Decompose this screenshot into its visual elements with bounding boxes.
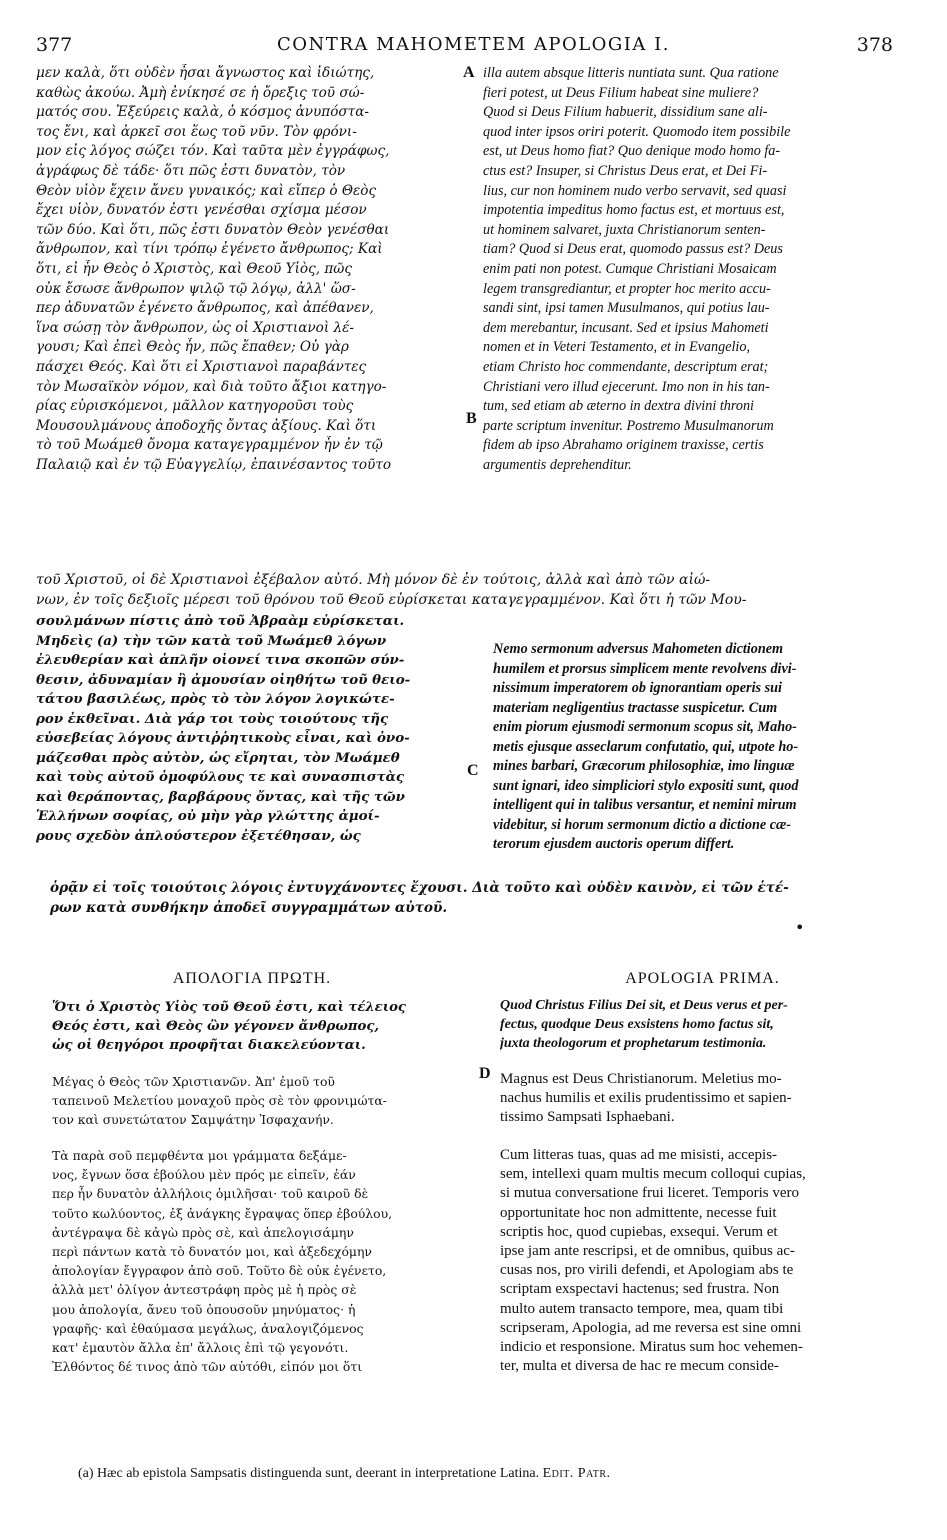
- latin-text-line: tiam? Quod si Deus erat, quomodo passus est? Deus: [483, 241, 783, 258]
- latin-body-line: sem, intellexi quam multis mecum colloqui cupias,: [500, 1166, 806, 1183]
- greek-text-line: ρίας εὑρισκόμενοι, μᾶλλον κατηγοροῦσι τοὺς: [36, 398, 354, 415]
- greek-subtitle-line: ὡς οἱ θεηγόροι προφῆται διακελεύονται.: [52, 1038, 366, 1053]
- latin-body-line: cusas nos, pro virili defendi, et Apologiam abs te: [500, 1262, 794, 1279]
- greek-text-line: γουσι; Καὶ ἐπεὶ Θεὸς ἦν, πῶς ἔπαθεν; Οὐ γὰρ: [36, 339, 349, 356]
- greek-text-line: καὶ θεράποντας, βαρβάρους ὄντας, καὶ τῆς τῶν: [36, 788, 405, 805]
- latin-body-line: multo autem transacto tempore, mea, quam tibi: [500, 1300, 784, 1317]
- greek-text-line: Ἑλλήνων σοφίας, οὐ μὴν γὰρ γλώττης ἀμοί-: [36, 808, 380, 824]
- greek-body: [52, 1146, 472, 1376]
- greek-text-line: ὅτι, εἰ ἦν Θεὸς ὁ Χριστὸς, καὶ Θεοῦ Υἱὸς, πῶς: [36, 260, 352, 277]
- footnote-editor: Edit. Patr.: [542, 1466, 611, 1481]
- greek-text-line: τος ἔνι, καὶ ἀρκεῖ σοι ἕως τοῦ νῦν. Τὸν φρόνι-: [36, 123, 357, 140]
- latin-text-line: mines barbari, Græcorum philosophiæ, imo linguæ: [493, 758, 795, 774]
- latin-text-line: sandi sint, ipsi tamen Musulmanos, qui potius lau-: [483, 300, 770, 317]
- greek-body-line: κατ' ἐμαυτὸν ἄλλα ἐπ' ἄλλοις ἐπὶ τῷ γεγονότι.: [52, 1340, 349, 1356]
- latin-body-line: ter, multa et diversa de hac re mecum conside-: [500, 1358, 779, 1375]
- latin-text-line: sunt ignari, ideo simpliciori stylo expositi sunt, quod: [493, 777, 799, 794]
- latin-text-line: Quod si Deus Filium habuerit, dissidium sane ali-: [483, 104, 768, 121]
- greek-subtitle-line: Ὅτι ὁ Χριστὸς Υἱὸς τοῦ Θεοῦ ἐστι, καὶ τέλειος: [52, 1000, 406, 1015]
- footnote: [78, 1466, 610, 1482]
- greek-text-line: τὸν Μωσαϊκὸν νόμον, καὶ διὰ τοῦτο ἄξιοι κατηγο-: [36, 378, 387, 395]
- greek-body-line: περ ἦν δυνατὸν ἀλλήλοις ὁμιλῆσαι· τοῦ καιροῦ δὲ: [52, 1186, 369, 1202]
- margin-marker-a: A: [463, 64, 475, 81]
- greek-text-line: ἄνθρωπον, καὶ τίνι τρόπῳ ἐγένετο ἄνθρωπος; Καὶ: [36, 241, 383, 258]
- greek-text-line: ὁρᾷν εἰ τοῖς τοιούτοις λόγοις ἐντυγχάνοντες ἔχουσι. Διὰ τοῦτο καὶ οὐδὲν καινὸν, εἰ τῶν ἑτέ-: [50, 880, 789, 896]
- latin-section-subtitle: [500, 996, 920, 1053]
- latin-text-line: illa autem absque litteris nuntiata sunt. Qua ratione: [483, 65, 779, 81]
- greek-text-line: τάτου βασιλέως, πρὸς τὸ τὸν λόγον λογικώτε-: [36, 691, 395, 707]
- greek-salutation: [52, 1072, 472, 1130]
- greek-text-line: εὐσεβείας λόγους ἀντιῤῥητικοὺς εἶναι, καὶ ὀνο-: [36, 730, 410, 746]
- greek-body-line: νος, ἔγνων ὅσα ἐβούλου μὲν πρός με εἰπεῖν, ἐάν: [52, 1167, 356, 1183]
- greek-section-title: ΑΠΟΛΟΓΙΑ ΠΡΩΤΗ.: [172, 970, 332, 987]
- running-title: CONTRA MAHOMETEM APOLOGIA I.: [277, 34, 670, 55]
- latin-text-line: nomen et in Veteri Testamento, et in Evangelio,: [483, 339, 751, 356]
- latin-text-line: argumentis deprehenditur.: [483, 456, 632, 473]
- greek-text-line: τῶν δύο. Καὶ ὅτι, πῶς ἐστι δυνατὸν Θεὸν γενέσθαι: [36, 221, 390, 238]
- greek-salutation-line: τον καὶ συνετώτατον Σαμψάτην Ἰσφαχανήν.: [52, 1112, 334, 1128]
- latin-text-line: Nemo sermonum adversus Mahometen dictionem: [493, 641, 784, 657]
- latin-text-line: lius, cur non hominem nudo verbo servavit, sed quasi: [483, 182, 787, 199]
- latin-text-line: metis ejusque asseclarum confutatio, qui, utpote ho-: [493, 738, 799, 755]
- greek-text-line: τὸ τοῦ Μωάμεθ ὄνομα καταγεγραμμένον ἦν ἐν τῷ: [36, 437, 383, 454]
- latin-subtitle-line: fectus, quodque Deus exsistens homo factus sit,: [500, 1017, 774, 1032]
- page-number-right: 378: [856, 34, 893, 56]
- latin-salutation-line: tissimo Sampsati Isphaebani.: [500, 1109, 675, 1126]
- latin-text-line: etiam Christo hoc commendante, descriptum erat;: [483, 358, 769, 375]
- greek-body-line: τοῦτο κωλύοντος, ἐξ ἀνάγκης ἔγραψας ὅπερ ἐβούλου,: [52, 1205, 393, 1221]
- latin-text-line: fieri potest, ut Deus Filium habeat sine muliere?: [483, 84, 759, 101]
- greek-body-line: ἀλλὰ μετ' ὀλίγον ἀντεστράφη πρὸς μὲ ἡ πρὸς σὲ: [52, 1282, 357, 1298]
- latin-subtitle-line: Quod Christus Filius Dei sit, et Deus verus et per-: [500, 998, 788, 1013]
- greek-text-line: σουλμάνων πίστις ἀπὸ τοῦ Ἀβραὰμ εὑρίσκεται.: [36, 613, 405, 629]
- greek-text-line: Παλαιῷ καὶ ἐν τῷ Εὐαγγελίῳ, ἐπαινέσαντος τοῦτο: [36, 456, 392, 473]
- greek-text-line: μον εἰς λόγος σώζει τόν. Καὶ ταῦτα μὲν ἐγγράφως,: [36, 143, 390, 160]
- latin-text-line: tum, sed etiam ab æterno in dextra divini throni: [483, 398, 754, 415]
- greek-text-line: περ ἀδυνατῶν ἐγένετο ἄνθρωπος, καὶ ἀπέθανεν,: [36, 300, 374, 317]
- latin-text-line: intelligent qui in talibus versantur, et nemini mirum: [493, 797, 797, 813]
- greek-text-line: Μουσουλμάνους ἀποδοχῆς ὄντας ἀξίους. Καὶ ὅτι: [36, 417, 377, 434]
- latin-text-line: est, ut Deus homo fiat? Quo denique modo homo fa-: [483, 143, 781, 160]
- latin-body-line: scripseram, Apologia, ad me reversa est sine omni: [500, 1319, 802, 1336]
- greek-body-line: γραφῆς· καὶ ἐθαύμασα μεγάλως, ἀναλογιζόμενος: [52, 1320, 364, 1336]
- latin-text-line: enim piorum ejusmodi sermonum scopus sit, Maho-: [493, 719, 797, 735]
- latin-text-line: impotentia impeditus homo factus est, et mortuus est,: [483, 202, 785, 219]
- latin-text-line: humilem et prorsus simplicem mente revolvens divi-: [493, 660, 797, 677]
- latin-column-top: [483, 64, 913, 475]
- latin-text-line: enim pati non potest. Cumque Christiani Mosaicam: [483, 260, 777, 277]
- margin-marker-d: D: [479, 1065, 491, 1082]
- greek-column-top: [36, 64, 460, 475]
- latin-section-title: APOLOGIA PRIMA.: [625, 970, 780, 987]
- greek-text-line: τοῦ Χριστοῦ, οἱ δὲ Χριστιανοὶ ἐξέβαλον αὐτό. Μὴ μόνον δὲ ἐν τούτοις, ἀλλὰ καὶ ἀπὸ τῶν αἰώ-: [36, 572, 711, 588]
- latin-subtitle-line: juxta theologorum et prophetarum testimonia.: [500, 1036, 767, 1051]
- margin-marker-b: B: [466, 410, 477, 427]
- greek-text-line: Μηδεὶς (a) τὴν τῶν κατὰ τοῦ Μωάμεθ λόγων: [36, 632, 387, 649]
- greek-text-line: νων, ἐν τοῖς δεξιοῖς μέρεσι τοῦ θρόνου τοῦ Θεοῦ εὑρίσκεται καταγεγραμμένον. Καὶ ὅτι ἡ τῶν Μου-: [36, 592, 747, 608]
- latin-column-middle: [493, 640, 913, 855]
- latin-body-line: indicio et responsione. Miratus sum hoc vehemen-: [500, 1339, 803, 1356]
- greek-full-width-2: [50, 878, 930, 918]
- latin-body-line: ipse jam ante rescripsi, et de omnibus, quibus ac-: [500, 1243, 795, 1260]
- greek-text-line: μάζεσθαι πρὸς αὐτὸν, ὡς εἴρηται, τὸν Μωάμεθ: [36, 749, 400, 766]
- page-number-left: 377: [36, 34, 73, 56]
- latin-text-line: parte scriptum invenitur. Postremo Musulmanorum: [483, 417, 774, 434]
- greek-salutation-line: ταπεινοῦ Μελετίου μοναχοῦ πρὸς σὲ τὸν φρονιμώτα-: [52, 1093, 387, 1109]
- latin-text-line: ctus est? Insuper, si Christus Deus erat, et Dei Fi-: [483, 162, 768, 179]
- greek-body-line: Τὰ παρὰ σοῦ πεμφθέντα μοι γράμματα δεξάμε-: [52, 1148, 347, 1163]
- latin-text-line: terorum ejusdem auctoris operum differt.: [493, 836, 735, 852]
- latin-salutation-line: nachus humilis et exilis prudentissimo et sapien-: [500, 1090, 792, 1107]
- page-header: [0, 30, 947, 60]
- greek-body-line: ἀπολογίαν ἔγγραφον ἀπὸ σοῦ. Τοῦτο δὲ οὐκ ἐγένετο,: [52, 1263, 387, 1279]
- greek-text-line: οὐκ ἔσωσε ἄνθρωπον ψιλῷ τῷ λόγῳ, ἀλλ' ὥσ-: [36, 280, 356, 297]
- greek-column-middle: [36, 612, 466, 846]
- latin-text-line: dem merebantur, incusant. Sed et ipsius Mahometi: [483, 319, 769, 336]
- greek-text-line: πάσχει Θεός. Καὶ ὅτι εἰ Χριστιανοὶ παραβάντες: [36, 358, 367, 375]
- latin-body: [500, 1146, 920, 1376]
- footnote-text: (a) Hæc ab epistola Sampsatis distinguenda sunt, deerant in interpretatione Latina.: [78, 1466, 540, 1481]
- greek-subtitle-line: Θεός ἐστι, καὶ Θεὸς ὢν γέγονεν ἄνθρωπος,: [52, 1019, 379, 1034]
- latin-text-line: Christiani vero illud ejecerunt. Imo non in his tan-: [483, 378, 770, 395]
- latin-text-line: fidem ab ipso Abrahamo originem traxisse, certis: [483, 437, 764, 454]
- latin-body-line: Cum litteras tuas, quas ad me misisti, accepis-: [500, 1147, 778, 1163]
- latin-text-line: quod inter ipsos oriri poterit. Quomodo item possibile: [483, 123, 791, 140]
- greek-body-line: ἀντέγραψα δὲ κἀγὼ πρὸς σὲ, καὶ ἀπελογισάμην: [52, 1224, 354, 1240]
- latin-text-line: legem transgrediantur, et propter hoc merito accu-: [483, 280, 771, 297]
- latin-body-line: si mutua conversatione frui liceret. Temporis vero: [500, 1185, 799, 1202]
- latin-text-line: videbitur, si horum sermonum dictio a dictione cæ-: [493, 816, 791, 833]
- latin-salutation: [500, 1070, 920, 1128]
- greek-text-line: ρους σχεδὸν ἁπλούστερον ἐξετέθησαν, ὡς: [36, 827, 361, 844]
- greek-full-width-1: [36, 570, 916, 610]
- greek-text-line: ματός σου. Ἐξεύρεις καλὰ, ὁ κόσμος ἀνυπόστα-: [36, 104, 369, 121]
- greek-text-line: ἐλευθερίαν καὶ ἁπλῆν οἱονεί τινα σκοπῶν σύν-: [36, 652, 405, 668]
- margin-marker-c: C: [467, 762, 479, 779]
- greek-body-line: μου ἀπολογία, ἄνευ τοῦ ὁπουσοῦν μηνύματος· ἡ: [52, 1301, 356, 1317]
- greek-text-line: ἔχει υἱὸν, δυνατόν ἐστι γενέσθαι σχίσμα μέσον: [36, 202, 367, 219]
- greek-body-line: περὶ πάντων κατὰ τὸ δυνατόν μοι, καὶ ἀξεδεχόμην: [52, 1244, 372, 1260]
- latin-body-line: scriptam exspectavi hactenus; sed frustra. Non: [500, 1281, 780, 1298]
- greek-text-line: ἵνα σώσῃ τὸν ἄνθρωπον, ὡς οἱ Χριστιανοὶ λέ-: [36, 319, 354, 336]
- greek-text-line: ἀγράφως δὲ τάδε· ὅτι πῶς ἐστι δυνατὸν, τὸν: [36, 162, 346, 179]
- printer-mark: •: [795, 918, 805, 937]
- greek-text-line: ρον ἐκθεῖναι. Διὰ γάρ τοι τοὺς τοιούτους τῆς: [36, 710, 389, 727]
- latin-body-line: scriptis hoc, quod cupiebas, exsequi. Verum et: [500, 1223, 778, 1240]
- latin-body-line: opportunitate hoc non admittente, necesse fuit: [500, 1204, 777, 1221]
- greek-text-line: θεσιν, ἀδυναμίαν ἢ ἀμουσίαν οἰηθήτω τοῦ θειο-: [36, 671, 411, 688]
- latin-salutation-line: Magnus est Deus Christianorum. Meletius mo-: [500, 1071, 782, 1087]
- greek-salutation-line: Μέγας ὁ Θεὸς τῶν Χριστιανῶν. Ἀπ' ἐμοῦ τοῦ: [52, 1074, 335, 1089]
- greek-text-line: ρων κατὰ συνθήκην ἀποδεῖ συγγραμμάτων αὐτοῦ.: [50, 900, 448, 916]
- greek-text-line: μεν καλὰ, ὅτι οὐδὲν ἦσαι ἄγνωστος καὶ ἰδιώτης,: [36, 65, 375, 81]
- latin-text-line: ut hominem salvaret, juxta Christianorum senten-: [483, 221, 766, 238]
- greek-text-line: καθὼς ἀκούω. Ἀμὴ ἐνίκησέ σε ἡ ὄρεξις τοῦ σώ-: [36, 84, 365, 101]
- greek-section-subtitle: [52, 998, 472, 1055]
- greek-text-line: καὶ τοὺς αὐτοῦ ὁμοφύλους τε καὶ συνασπιστὰς: [36, 769, 405, 785]
- latin-text-line: materiam negligentius tractasse suspicetur. Cum: [493, 699, 778, 716]
- greek-text-line: Θεὸν υἱὸν ἔχειν ἄνευ γυναικός; καὶ εἴπερ ὁ Θεὸς: [36, 182, 377, 199]
- greek-body-line: Ἐλθόντος δέ τινος ἀπὸ τῶν αὐτόθι, εἰπόν μοι ὅτι: [52, 1359, 363, 1375]
- latin-text-line: nissimum imperatorem ob ignorantiam operis sui: [493, 680, 782, 696]
